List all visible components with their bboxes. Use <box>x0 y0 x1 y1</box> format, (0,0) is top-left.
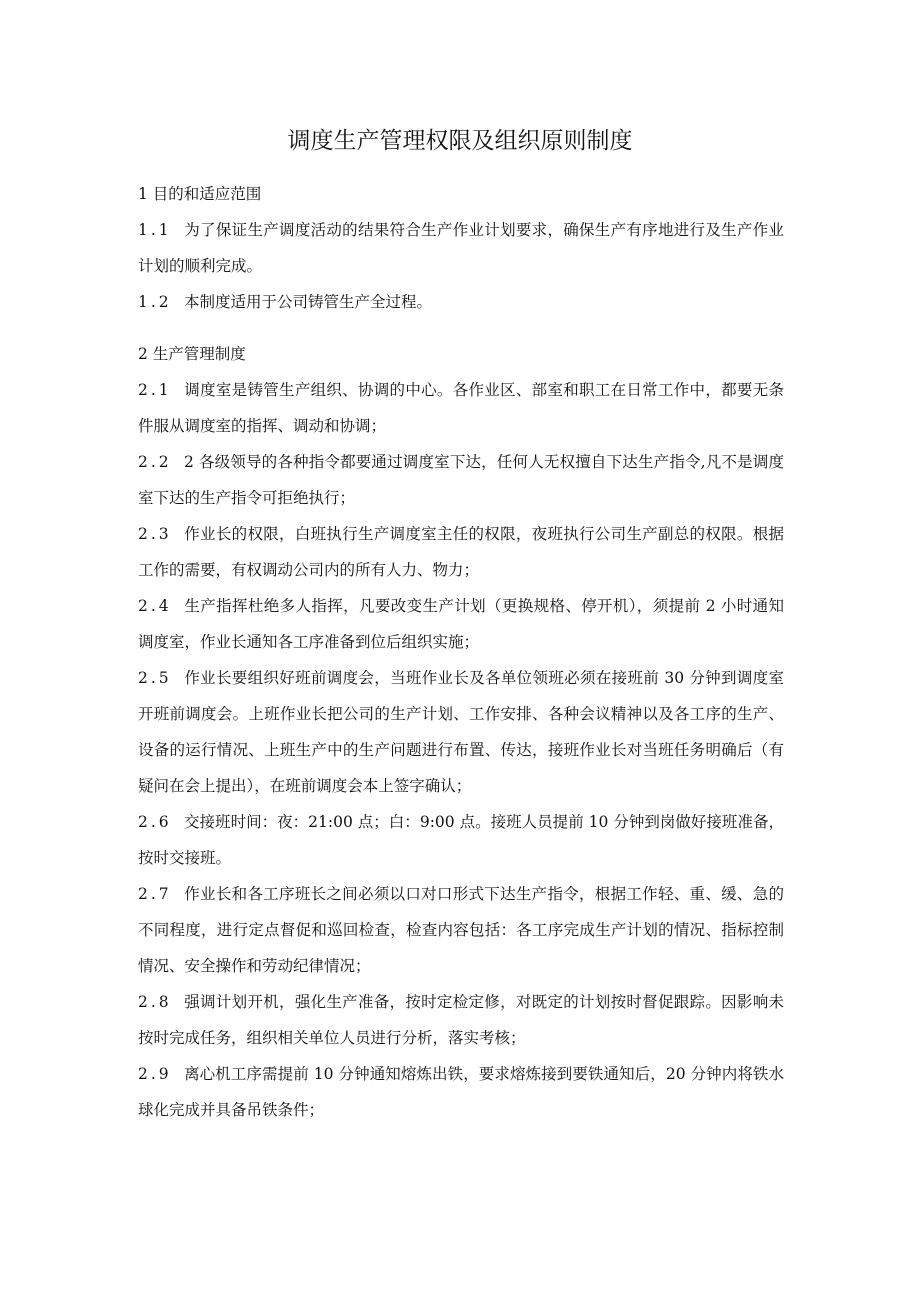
section-production-management <box>138 336 784 1128</box>
section-purpose-scope <box>138 176 784 320</box>
clause-number: 2.4 <box>138 597 172 615</box>
clause-text: 2 各级领导的各种指令都要通过调度室下达，任何人无权擅自下达生产指令,凡不是调度室下达的生产指令可拒绝执行； <box>138 453 784 507</box>
clause-text: 交接班时间：夜：21:00 点；白：9:00 点。接班人员提前 10 分钟到岗做好接班准备，按时交接班。 <box>138 813 784 867</box>
clause-2-7 <box>138 876 784 984</box>
clause-text: 生产指挥杜绝多人指挥，凡要改变生产计划（更换规格、停开机），须提前 2 小时通知调度室，作业长通知各工序准备到位后组织实施； <box>138 597 784 651</box>
clause-text: 调度室是铸管生产组织、协调的中心。各作业区、部室和职工在日常工作中，都要无条件服从调度室的指挥、调动和协调； <box>138 381 784 435</box>
clause-text: 作业长要组织好班前调度会，当班作业长及各单位领班必须在接班前 30 分钟到调度室开班前调度会。上班作业长把公司的生产计划、工作安排、各种会议精神以及各工序的生产、设备的运行情况、上班生产中的生产问题进行布置、传达，接班作业长对当班任务明确后（有疑问在会上提出），在班前调度会本上签字确认； <box>138 669 784 795</box>
clause-2-2 <box>138 444 784 516</box>
clause-number: 2.6 <box>138 813 172 831</box>
clause-2-9 <box>138 1056 784 1128</box>
clause-2-1 <box>138 372 784 444</box>
clause-2-6 <box>138 804 784 876</box>
clause-number: 1.2 <box>138 293 172 311</box>
clause-number: 1.1 <box>138 221 172 239</box>
clause-1-2 <box>138 284 784 320</box>
clause-text: 作业长和各工序班长之间必须以口对口形式下达生产指令，根据工作轻、重、缓、急的不同程度，进行定点督促和巡回检查，检查内容包括：各工序完成生产计划的情况、指标控制情况、安全操作和劳动纪律情况； <box>138 885 784 975</box>
section-heading: 1 目的和适应范围 <box>138 185 262 203</box>
clause-text: 作业长的权限，白班执行生产调度室主任的权限，夜班执行公司生产副总的权限。根据工作的需要，有权调动公司内的所有人力、物力； <box>138 525 784 579</box>
clause-number: 2.9 <box>138 1065 172 1083</box>
section-heading: 2 生产管理制度 <box>138 345 246 363</box>
clause-number: 2.7 <box>138 885 172 903</box>
clause-text: 为了保证生产调度活动的结果符合生产作业计划要求，确保生产有序地进行及生产作业计划的顺利完成。 <box>138 221 784 275</box>
clause-2-8 <box>138 984 784 1056</box>
clause-2-4 <box>138 588 784 660</box>
clause-number: 2.5 <box>138 669 172 687</box>
clause-number: 2.1 <box>138 381 172 399</box>
document-title: 调度生产管理权限及组织原则制度 <box>287 128 633 154</box>
clause-number: 2.3 <box>138 525 172 543</box>
clause-text: 强调计划开机，强化生产准备，按时定检定修，对既定的计划按时督促跟踪。因影响未按时完成任务，组织相关单位人员进行分析，落实考核； <box>138 993 784 1047</box>
clause-1-1 <box>138 212 784 284</box>
clause-text: 离心机工序需提前 10 分钟通知熔炼出铁，要求熔炼接到要铁通知后，20 分钟内将铁水球化完成并具备吊铁条件； <box>138 1065 784 1119</box>
clause-2-5 <box>138 660 784 804</box>
clause-text: 本制度适用于公司铸管生产全过程。 <box>184 293 433 311</box>
clause-number: 2.2 <box>138 453 172 471</box>
clause-2-3 <box>138 516 784 588</box>
clause-number: 2.8 <box>138 993 172 1011</box>
